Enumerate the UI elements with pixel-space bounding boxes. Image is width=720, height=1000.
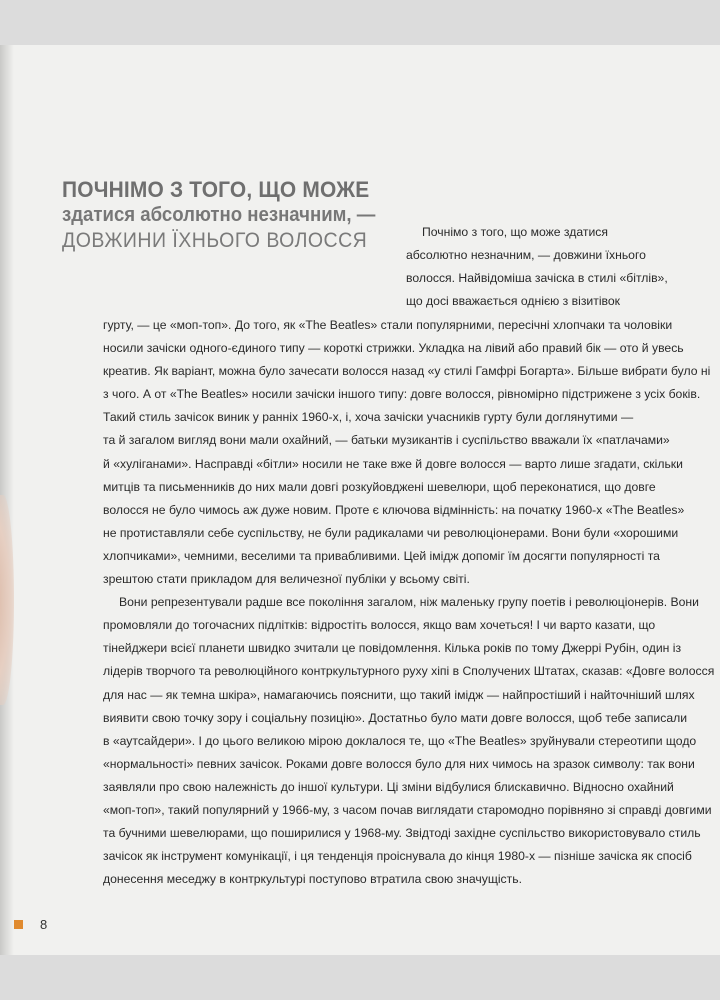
text-line: тінейджери всієї планети швидко зчитали це повідомлення. Кілька років по тому Джеррі Рубін, один із — [103, 641, 682, 656]
lead-line: що досі вважається однією з візитівок — [406, 294, 620, 308]
text-line: лідерів творчого та революційного контркультурного руху хіпі в Сполучених Штатах, сказав: «Довге волосся — [103, 664, 715, 679]
lead-line: волосся. Найвідоміша зачіска в стилі «бітлів», — [406, 271, 668, 285]
text-line: «нормальності» певних зачісок. Роками довге волосся було для них чимось на зразок символу: так вони — [103, 756, 695, 771]
text-line: гурту, — це «моп-топ». До того, як «The Beatles» стали популярними, пересічні хлопчаки та чоловіки — [103, 318, 673, 332]
text-line: Такий стиль зачісок виник у ранніх 1960-х, і, хоча зачіски учасників гурту були доглянутими — — [103, 410, 634, 425]
lead-text-column — [406, 221, 668, 313]
text-line: донесення меседжу в контркультурі поступово втратила свою значущість. — [103, 872, 522, 887]
text-line: хлопчиками», чемними, веселими та привабливими. Цей імідж допоміг їм досягти популярності та — [103, 548, 660, 563]
paragraph-2 — [103, 591, 715, 891]
text-line: промовляли до тогочасних підлітків: відростіть волосся, якщо вам хочеться! І чи варто казати, що — [103, 618, 656, 633]
book-page — [0, 45, 720, 955]
text-line: з чого. А от «The Beatles» носили зачіски іншого типу: довге волосся, рівномірно підстрижене з усіх боків. — [103, 387, 701, 402]
text-line: для нас — як темна шкіра», намагаючись пояснити, що такий імідж — найпростіший і найточніший шлях — [103, 687, 695, 702]
text-line: митців та письменників до них мали довгі розкуйовджені шевелюри, щоб переконатися, що довге — [103, 479, 656, 494]
text-line: «моп-топ», такий популярний у 1966-му, з часом почав виглядати старомодно порівняно зі справді довгими — [103, 802, 712, 817]
chapter-heading — [62, 176, 382, 254]
text-line: не протиставляли себе суспільству, не були радикалами чи революціонерами. Вони були «хорошими — [103, 525, 679, 540]
text-line: та бучними шевелюрами, що поширилися у 1968-му. Звідтоді західне суспільство використовувало стиль — [103, 826, 701, 841]
lead-line: Почнімо з того, що може здатися — [422, 225, 608, 239]
text-line: волосся не було чимось аж дуже новим. Проте є ключова відмінність: на початку 1960-х «The Beatles» — [103, 502, 685, 517]
heading-line-1: ПОЧНІМО З ТОГО, ЩО МОЖЕ — [62, 177, 370, 202]
page-footer — [14, 916, 47, 932]
body-text — [103, 314, 715, 891]
text-line: зрештою стати прикладом для величезної публіки у всьому світі. — [103, 572, 470, 587]
paragraph-1 — [103, 314, 711, 591]
text-line: й «хуліганами». Насправді «бітли» носили не таке вже й довге волосся — варто лише згадати, скільки — [103, 456, 683, 471]
heading-line-3: ДОВЖИНИ ЇХНЬОГО ВОЛОССЯ — [62, 229, 368, 252]
heading-line-2: здатися абсолютно незначним, — — [62, 204, 376, 226]
text-line: Вони репрезентували радше все покоління загалом, ніж маленьку групу поетів і революціонерів. Вони — [119, 595, 699, 610]
lead-line: абсолютно незначним, — довжини їхнього — [406, 248, 646, 262]
text-line: креатив. Як варіант, можна було зачесати волосся назад «у стилі Гамфрі Богарта». Більше вибрати було ні — [103, 364, 711, 379]
orange-square-marker — [14, 920, 23, 929]
text-line: та й загалом вигляд вони мали охайний, — батьки музикантів і суспільство вважали їх «патлачами» — [103, 433, 670, 448]
text-line: носили зачіски одного-єдиного типу — короткі стрижки. Укладка на лівий або правий бік — ото й увесь — [103, 341, 684, 356]
text-line: в «аутсайдери». І до цього великою мірою доклалося те, що «The Beatles» зруйнували стереотипи щодо — [103, 733, 697, 748]
text-line: зачісок як інструмент комунікації, і ця тенденція проіснувала до кінця 1980-х — пізніше зачіска як спосіб — [103, 849, 692, 864]
page-number: 8 — [40, 916, 48, 932]
text-line: виявити свою точку зору і соціальну позицію». Достатньо було мати довге волосся, щоб тебе записали — [103, 710, 688, 725]
text-line: заявляли про свою належність до іншої культури. Ці зміни відбулися блискавично. Відносно охайний — [103, 779, 674, 794]
